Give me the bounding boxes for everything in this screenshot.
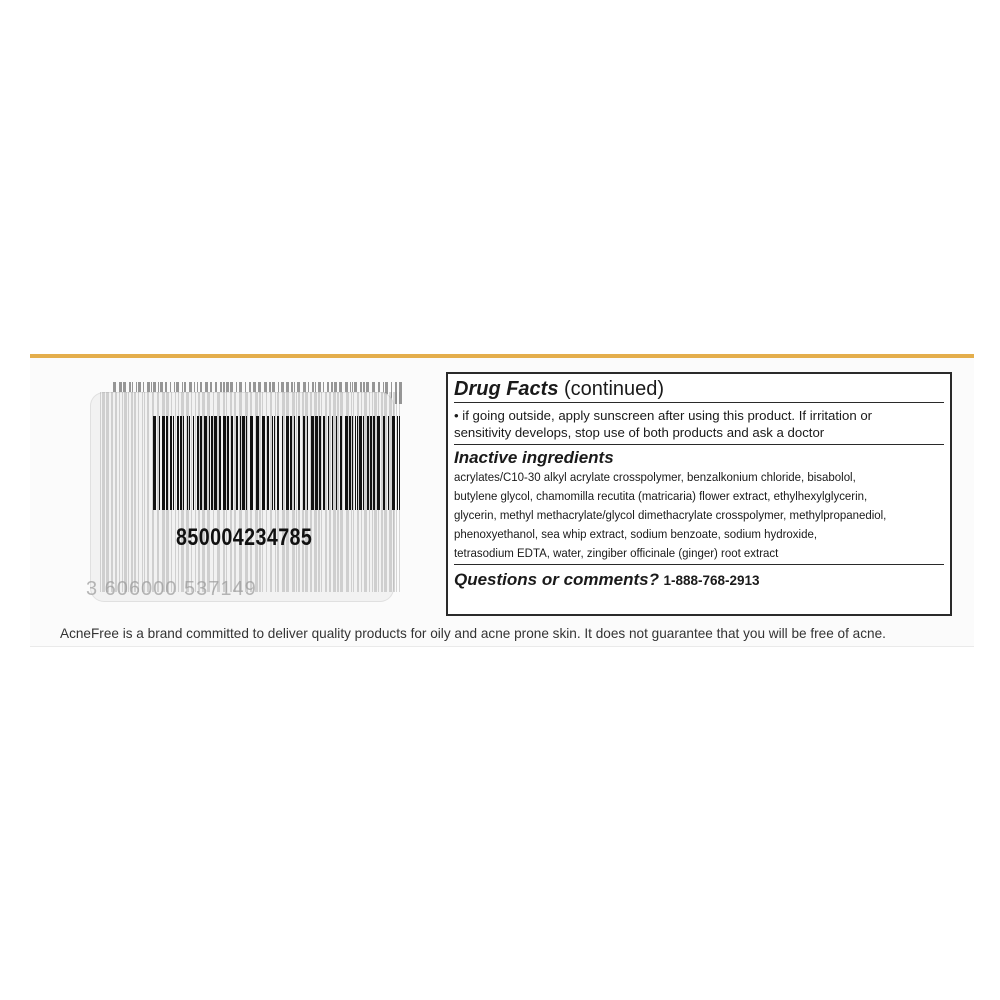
- barcode-bar: [392, 416, 395, 510]
- phone-number: 1-888-768-2913: [663, 573, 760, 588]
- barcode-bar: [162, 416, 165, 510]
- barcode-bar: [340, 416, 342, 510]
- barcode-bar: [315, 416, 318, 510]
- barcode-bar: [332, 416, 333, 510]
- barcode-bar: [357, 416, 358, 510]
- barcode-bar: [240, 416, 241, 510]
- barcode-bar: [370, 416, 372, 510]
- barcode-bar: [223, 416, 226, 510]
- barcode-bar: [173, 416, 174, 510]
- barcode-bar: [144, 392, 145, 592]
- barcode-bar: [119, 392, 120, 592]
- drug-facts-panel: [446, 372, 952, 616]
- barcode-bar: [383, 416, 385, 510]
- barcode-bar: [111, 392, 113, 592]
- barcode-bar: [197, 416, 199, 510]
- barcode-bar: [214, 416, 217, 510]
- barcode-bar: [189, 416, 190, 510]
- barcode-bar: [128, 392, 129, 592]
- barcode-bar: [177, 416, 179, 510]
- barcode-bar: [204, 416, 207, 510]
- barcode-bar: [131, 392, 133, 592]
- barcode-bar: [231, 416, 233, 510]
- barcode-bar: [328, 416, 329, 510]
- barcode-bar: [277, 416, 279, 510]
- barcode-bars: [153, 416, 401, 510]
- barcode-bar: [106, 392, 109, 592]
- inactive-ingredients-heading: Inactive ingredients: [454, 448, 614, 467]
- drug-facts-warning: [454, 403, 944, 445]
- barcode-bar: [256, 416, 259, 510]
- barcode-bar: [349, 416, 351, 510]
- barcode-bar: [363, 416, 364, 510]
- barcode-bar: [211, 416, 213, 510]
- barcode-bar: [159, 416, 160, 510]
- warning-line: • if going outside, apply sunscreen after using this product. If irritation or: [454, 408, 873, 423]
- barcode-bar: [377, 416, 380, 510]
- barcode-bar: [367, 416, 369, 510]
- inactive-ingredients-section: [454, 445, 944, 565]
- inactive-ingredients-line: tetrasodium EDTA, water, zingiber officinale (ginger) root extract: [454, 546, 779, 560]
- barcode-bar: [303, 416, 305, 510]
- questions-section: [454, 565, 944, 593]
- barcode-bar: [102, 392, 105, 592]
- barcode-bar: [180, 416, 182, 510]
- barcode-bar: [399, 416, 400, 510]
- barcode-bar: [323, 416, 325, 510]
- barcode-bar: [262, 416, 265, 510]
- barcode-bar: [227, 416, 229, 510]
- barcode-bar: [100, 392, 101, 592]
- barcode-bar: [236, 416, 238, 510]
- drug-facts-header: [454, 374, 944, 403]
- barcode-bar: [319, 416, 321, 510]
- barcode-area: [80, 378, 400, 608]
- inactive-ingredients-line: acrylates/C10-30 alkyl acrylate crosspolymer, benzalkonium chloride, bisabolol,: [454, 470, 856, 484]
- faded-barcode-number: 3 606000 537149: [86, 578, 257, 600]
- barcode-bar: [193, 416, 194, 510]
- barcode-bar: [355, 416, 356, 510]
- package-panel: [30, 354, 974, 646]
- barcode-bar: [147, 392, 149, 592]
- barcode-bar: [166, 416, 168, 510]
- barcode-bar: [183, 416, 184, 510]
- barcode-bar: [397, 416, 398, 510]
- barcode-bar: [272, 416, 273, 510]
- barcode-bar: [209, 416, 210, 510]
- barcode-bar: [311, 416, 314, 510]
- brand-disclaimer: AcneFree is a brand committed to deliver quality products for oily and acne prone skin. It does not guarantee that you will be free of acne.: [60, 626, 886, 641]
- barcode-bar: [124, 392, 127, 592]
- warning-line: sensitivity develops, stop use of both products and ask a doctor: [454, 425, 825, 440]
- barcode-sticker: [90, 392, 394, 602]
- drug-facts-title: [454, 374, 944, 402]
- barcode-bar: [286, 416, 289, 510]
- barcode-bar: [359, 416, 362, 510]
- barcode-bar: [187, 416, 188, 510]
- barcode-bar: [352, 416, 353, 510]
- barcode-bar: [219, 416, 221, 510]
- barcode-bar: [373, 416, 375, 510]
- barcode-bar: [345, 416, 348, 510]
- questions-label: Questions or comments?: [454, 570, 659, 589]
- barcode-bar: [294, 416, 295, 510]
- barcode-bar: [122, 392, 123, 592]
- barcode-bar: [298, 416, 300, 510]
- barcode-bar: [388, 416, 389, 510]
- inactive-ingredients-line: glycerin, methyl methacrylate/glycol dimethacrylate crosspolymer, methylpropanediol,: [454, 508, 887, 522]
- barcode-bar: [336, 416, 337, 510]
- barcode-number: 850004234785: [176, 524, 313, 551]
- barcode-bar: [242, 416, 245, 510]
- inactive-ingredients-line: butylene glycol, chamomilla recutita (matricaria) flower extract, ethylhexylglycerin,: [454, 489, 868, 503]
- barcode-bar: [307, 416, 308, 510]
- barcode-bar: [246, 416, 247, 510]
- barcode-bar: [282, 416, 283, 510]
- barcode-bar: [138, 392, 139, 592]
- barcode-bar: [274, 416, 275, 510]
- barcode-bar: [170, 416, 172, 510]
- barcode-bar: [267, 416, 269, 510]
- drug-facts-title-bold: Drug Facts: [454, 378, 559, 400]
- barcode-bar: [134, 392, 136, 592]
- barcode-bar: [290, 416, 292, 510]
- barcode-bar: [250, 416, 253, 510]
- barcode-bar: [142, 392, 143, 592]
- drug-facts-title-rest: (continued): [558, 378, 665, 400]
- inactive-ingredients-line: phenoxyethanol, sea whip extract, sodium benzoate, sodium hydroxide,: [454, 527, 818, 541]
- barcode-bar: [200, 416, 202, 510]
- barcode-bar: [153, 416, 156, 510]
- barcode-bar: [115, 392, 117, 592]
